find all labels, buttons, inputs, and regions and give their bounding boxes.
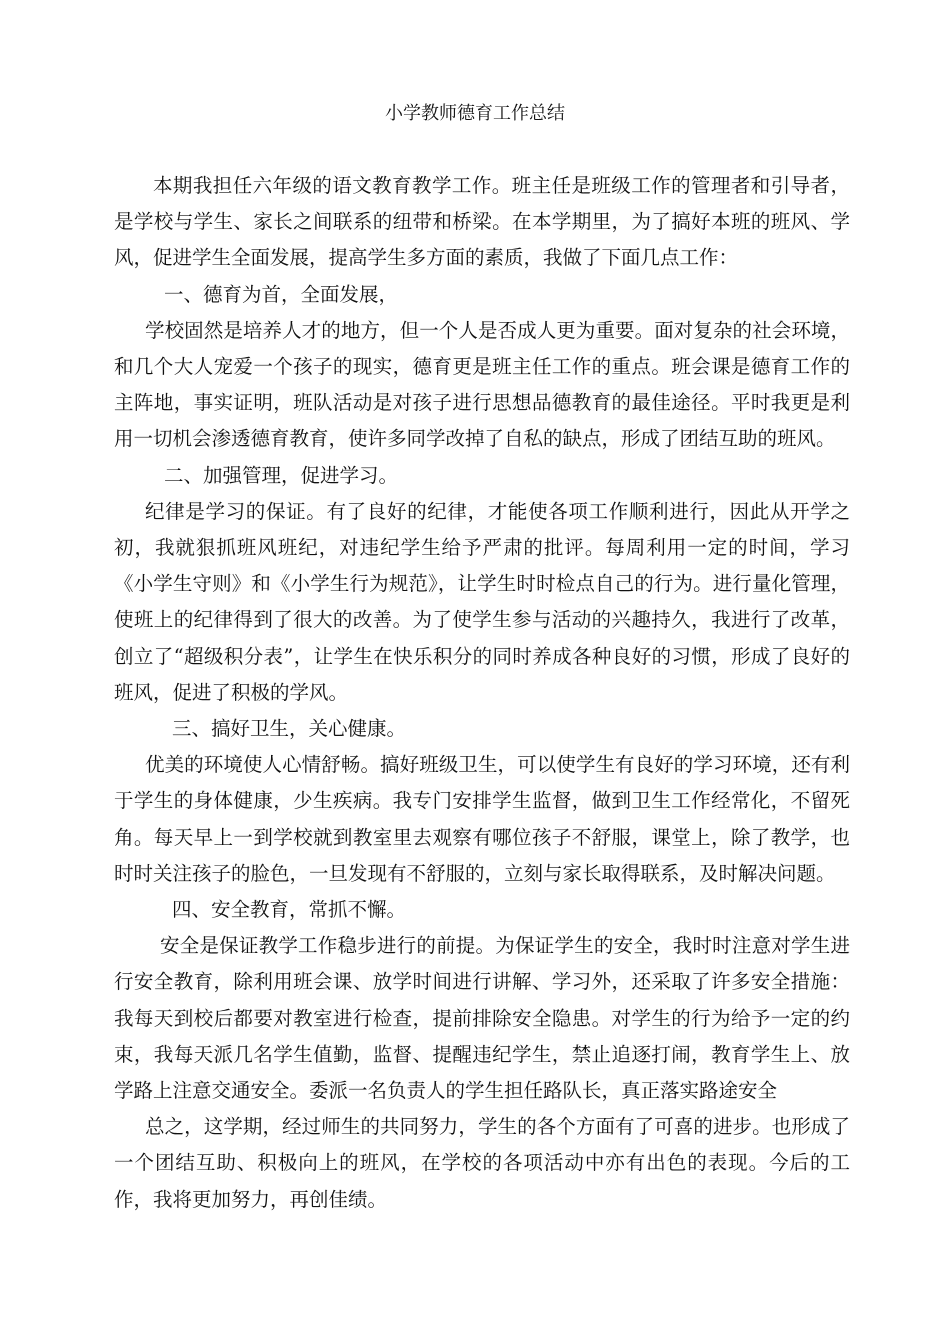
document-body (114, 168, 850, 1218)
section-heading-4: 四、安全教育，常抓不懈。 (172, 898, 407, 922)
paragraph-section-1: 学校固然是培养人才的地方，但一个人是否成人更为重要。面对复杂的社会环境，和几个大人宠爱一个孩子的现实，德育更是班主任工作的重点。班会课是德育工作的主阵地，事实证明，班队活动是对孩子进行思想品德教育的最佳途径。平时我更是利用一切机会渗透德育教育，使许多同学改掉了自私的缺点，形成了团结互助的班风。 (114, 318, 850, 451)
section-heading-3: 三、搞好卫生，关心健康。 (172, 717, 407, 741)
document-title: 小学教师德育工作总结 (385, 103, 565, 124)
paragraph-conclusion: 总之，这学期，经过师生的共同努力，学生的各个方面有了可喜的进步。也形成了一个团结互助、积极向上的班风，在学校的各项活动中亦有出色的表现。今后的工作，我将更加努力，再创佳绩。 (114, 1115, 850, 1211)
paragraph-intro: 本期我担任六年级的语文教育教学工作。班主任是班级工作的管理者和引导者，是学校与学生、家长之间联系的纽带和桥梁。在本学期里，为了搞好本班的班风、学风，促进学生全面发展，提高学生多方面的素质，我做了下面几点工作： (114, 174, 850, 270)
paragraph-section-2: 纪律是学习的保证。有了良好的纪律，才能使各项工作顺利进行，因此从开学之初，我就狠抓班风班纪，对违纪学生给予严肃的批评。每周利用一定的时间，学习《小学生守则》和《小学生行为规范》，让学生时时检点自己的行为。进行量化管理，使班上的纪律得到了很大的改善。为了使学生参与活动的兴趣持久，我进行了改革，创立了“超级积分表”，让学生在快乐积分的同时养成各种良好的习惯，形成了良好的班风，促进了积极的学风。 (114, 499, 850, 704)
section-heading-1: 一、德育为首，全面发展， (164, 282, 399, 306)
paragraph-section-3: 优美的环境使人心情舒畅。搞好班级卫生，可以使学生有良好的学习环境，还有利于学生的身体健康，少生疾病。我专门安排学生监督，做到卫生工作经常化，不留死角。每天早上一到学校就到教室里去观察有哪位孩子不舒服，课堂上，除了教学，也时时关注孩子的脸色，一旦发现有不舒服的，立刻与家长取得联系，及时解决问题。 (114, 753, 850, 885)
paragraph-section-4: 安全是保证教学工作稳步进行的前提。为保证学生的安全，我时时注意对学生进行安全教育，除利用班会课、放学时间进行讲解、学习外，还采取了许多安全措施：我每天到校后都要对教室进行检查，提前排除安全隐患。对学生的行为给予一定的约束，我每天派几名学生值勤，监督、提醒违纪学生，禁止追逐打闹，教育学生上、放学路上注意交通安全。委派一名负责人的学生担任路队长，真正落实路途安全 (114, 934, 850, 1103)
section-heading-2: 二、加强管理，促进学习。 (164, 463, 399, 487)
